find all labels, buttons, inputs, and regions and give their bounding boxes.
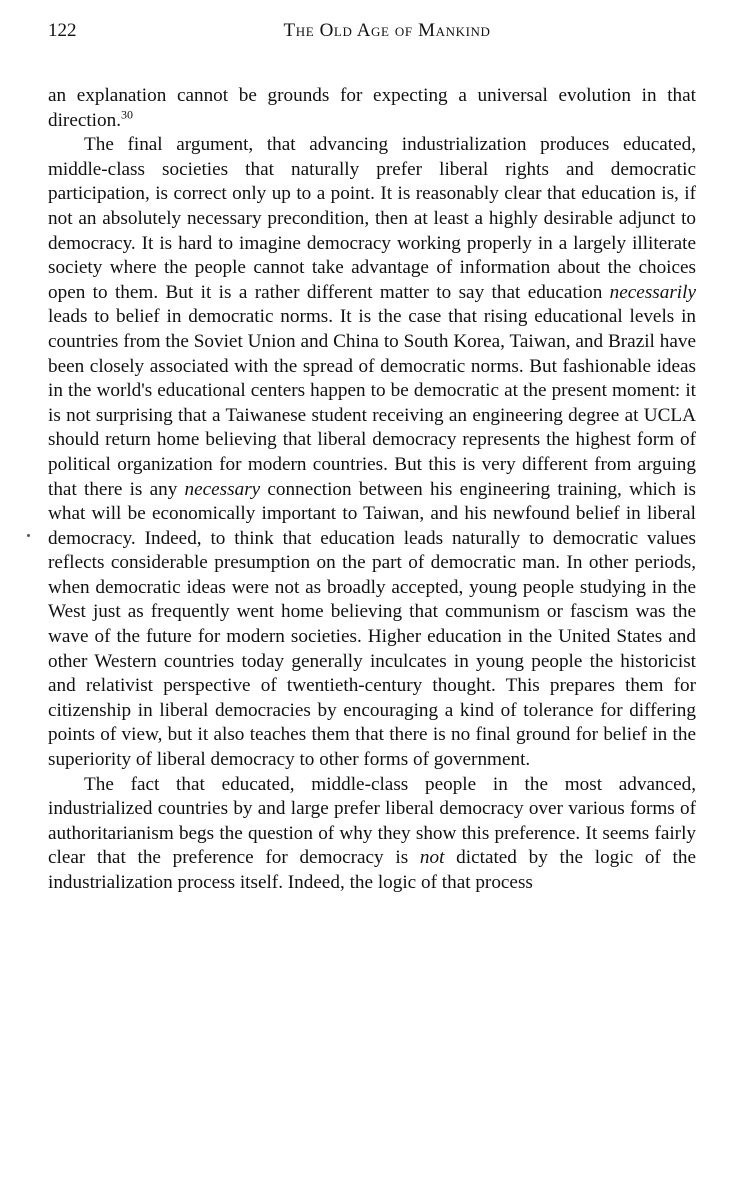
text-run: connection between his engineering training, which is what will be economically important to Taiwan, and his newfound belief in liberal democracy. Indeed, to think that education leads naturally to democratic values reflects considerable presumption on the part of democratic man. In other periods, when democratic ideas were not as broadly accepted, young people studying in the West just as frequently went home believing that communism or fascism was the wave of the future for modern societies. Higher education in the United States and other Western countries today generally inculcates in young people the historicist and relativist perspective of twentieth-century thought. This prepares them for citizenship in liberal democracies by encouraging a kind of tolerance for differing points of view, but it also teaches them that there is no final ground for belief in the superiority of liberal democracy to other forms of government. [48, 478, 696, 771]
running-title: The Old Age of Mankind [283, 20, 491, 41]
paragraph [48, 773, 696, 896]
text-run: dictated by the logic of the industrialization process itself. Indeed, the logic of that process [48, 847, 696, 893]
stray-ink-mark [27, 534, 30, 537]
text-run: The final argument, that advancing industrialization produces educated, middle-class societies that naturally prefer liberal rights and democratic participation, is correct only up to a point. It is reasonably clear that education is, if not an absolutely necessary precondition, then at least a highly desirable adjunct to democracy. It is hard to imagine democracy working properly in a largely illiterate society where the people cannot take advantage of information about the choices open to them. But it is a rather different matter to say that education [48, 134, 696, 303]
text-run: an explanation cannot be grounds for expecting a universal evolution in that direction. [48, 85, 696, 131]
text-run: The fact that educated, middle-class people in the most advanced, industrialized countries by and large prefer liberal democracy over various forms of authoritarianism begs the question of why they show this preference. It seems fairly clear that the preference for democracy is [48, 773, 696, 869]
page-number: 122 [48, 20, 77, 41]
emphasis-text: necessary [184, 478, 261, 500]
paragraph [48, 133, 696, 772]
emphasis-text: not [419, 847, 445, 869]
running-head [48, 16, 696, 46]
text-run: leads to belief in democratic norms. It is the case that rising educational levels in countries from the Soviet Union and China to South Korea, Taiwan, and Brazil have been closely associated with the spread of democratic norms. But fashionable ideas in the world's educational centers happen to be democratic at the present moment: it is not surprising that a Taiwanese student receiving an engineering degree at UCLA should return home believing that liberal democracy represents the highest form of political organization for modern countries. But this is very different from arguing that there is any [48, 306, 696, 500]
body-text [48, 84, 696, 896]
footnote-reference: 30 [121, 107, 133, 122]
emphasis-text: necessarily [609, 281, 696, 303]
paragraph [48, 84, 696, 133]
